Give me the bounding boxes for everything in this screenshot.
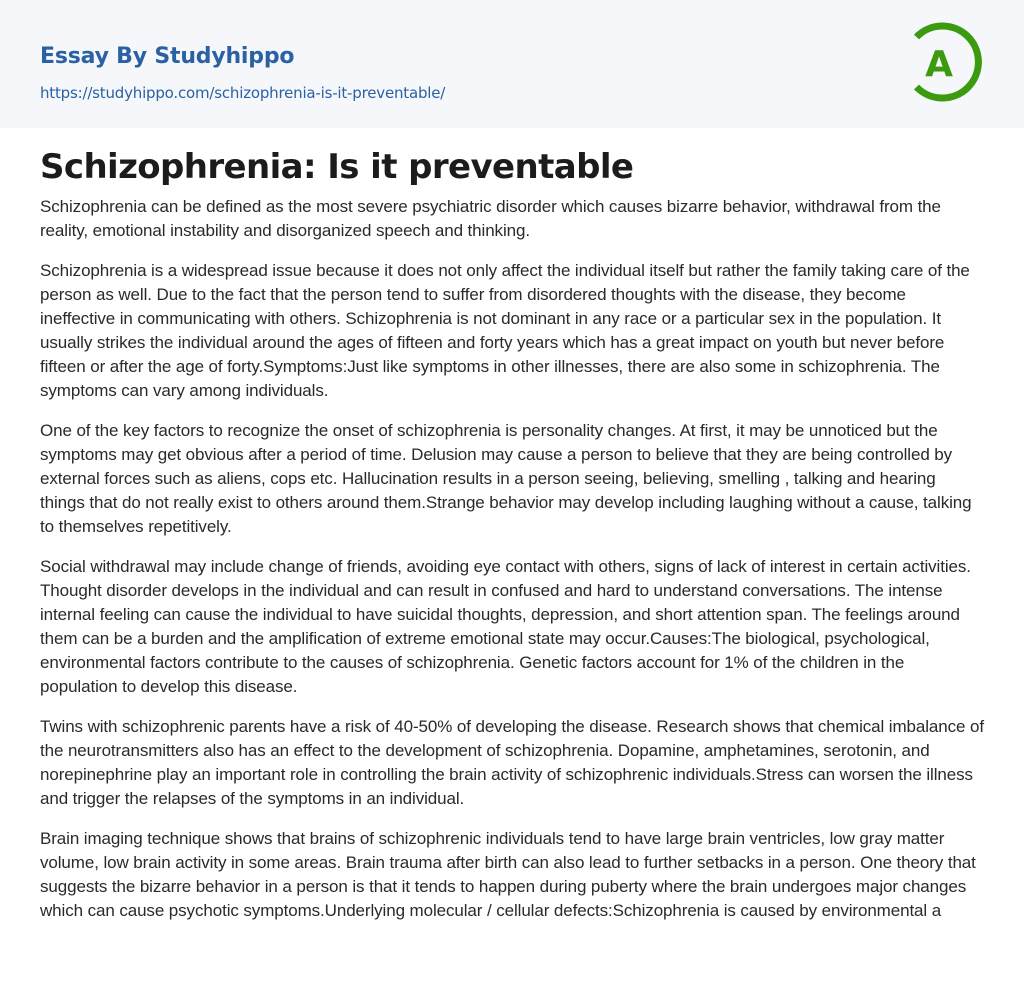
essay-url-link[interactable]: https://studyhippo.com/schizophrenia-is-it-preventable/ [40, 84, 446, 102]
brand-title: Essay By Studyhippo [40, 44, 295, 69]
essay-paragraph: Schizophrenia is a widespread issue because it does not only affect the individual itself but rather the family taking care of the person as well. Due to the fact that the person tend to suffer from disordered thoughts with the disease, they become ineffective in communicating with others. Schizophrenia is not dominant in any race or a particular sex in the population. It usually strikes the individual around the ages of fifteen and forty years which has a great impact on youth but never before fifteen or after the age of forty.Symptoms:Just like symptoms in other illnesses, there are also some in schizophrenia. The symptoms can vary among individuals. [40, 261, 970, 400]
essay-paragraph: Schizophrenia can be defined as the most severe psychiatric disorder which causes bizarre behavior, withdrawal from the reality, emotional instability and disorganized speech and thinking. [40, 197, 941, 240]
essay-paragraph: Social withdrawal may include change of friends, avoiding eye contact with others, signs of lack of interest in certain activities. Thought disorder develops in the individual and can result in confused and hard to understand conversations. The intense internal feeling can cause the individual to have suicidal thoughts, depression, and short attention span. The feelings around them can be a burden and the amplification of extreme emotional state may occur.Causes:The biological, psychological, environmental factors contribute to the causes of schizophrenia. Genetic factors account for 1% of the children in the population to develop this disease. [40, 557, 971, 696]
svg-text:A: A [925, 44, 953, 85]
essay-paragraph: One of the key factors to recognize the onset of schizophrenia is personality changes. At first, it may be unnoticed but the symptoms may get obvious after a period of time. Delusion may cause a person to believe that they are being controlled by external forces such as aliens, cops etc. Hallucination results in a person seeing, believing, smelling , talking and hearing things that do not really exist to others around them.Strange behavior may develop including laughing without a cause, talking to themselves repetitively. [40, 421, 972, 536]
essay-paragraph: Twins with schizophrenic parents have a risk of 40-50% of developing the disease. Research shows that chemical imbalance of the neurotransmitters also has an effect to the development of schizophrenia. Dopamine, amphetamines, serotonin, and norepinephrine play an important role in controlling the brain activity of schizophrenic individuals.Stress can worsen the illness and trigger the relapses of the symptoms in an individual. [40, 717, 984, 808]
studyhippo-logo-icon[interactable] [912, 20, 986, 104]
page-title: Schizophrenia: Is it preventable [40, 147, 634, 187]
site-header [0, 0, 1024, 128]
essay-paragraph: Brain imaging technique shows that brains of schizophrenic individuals tend to have large brain ventricles, low gray matter volume, low brain activity in some areas. Brain trauma after birth can also lead to further setbacks in a person. One theory that suggests the bizarre behavior in a person is that it tends to happen during puberty where the brain undergoes major changes which can cause psychotic symptoms.Underlying molecular / cellular defects:Schizophrenia is caused by environmental a [40, 829, 976, 920]
essay-content [0, 147, 1024, 923]
